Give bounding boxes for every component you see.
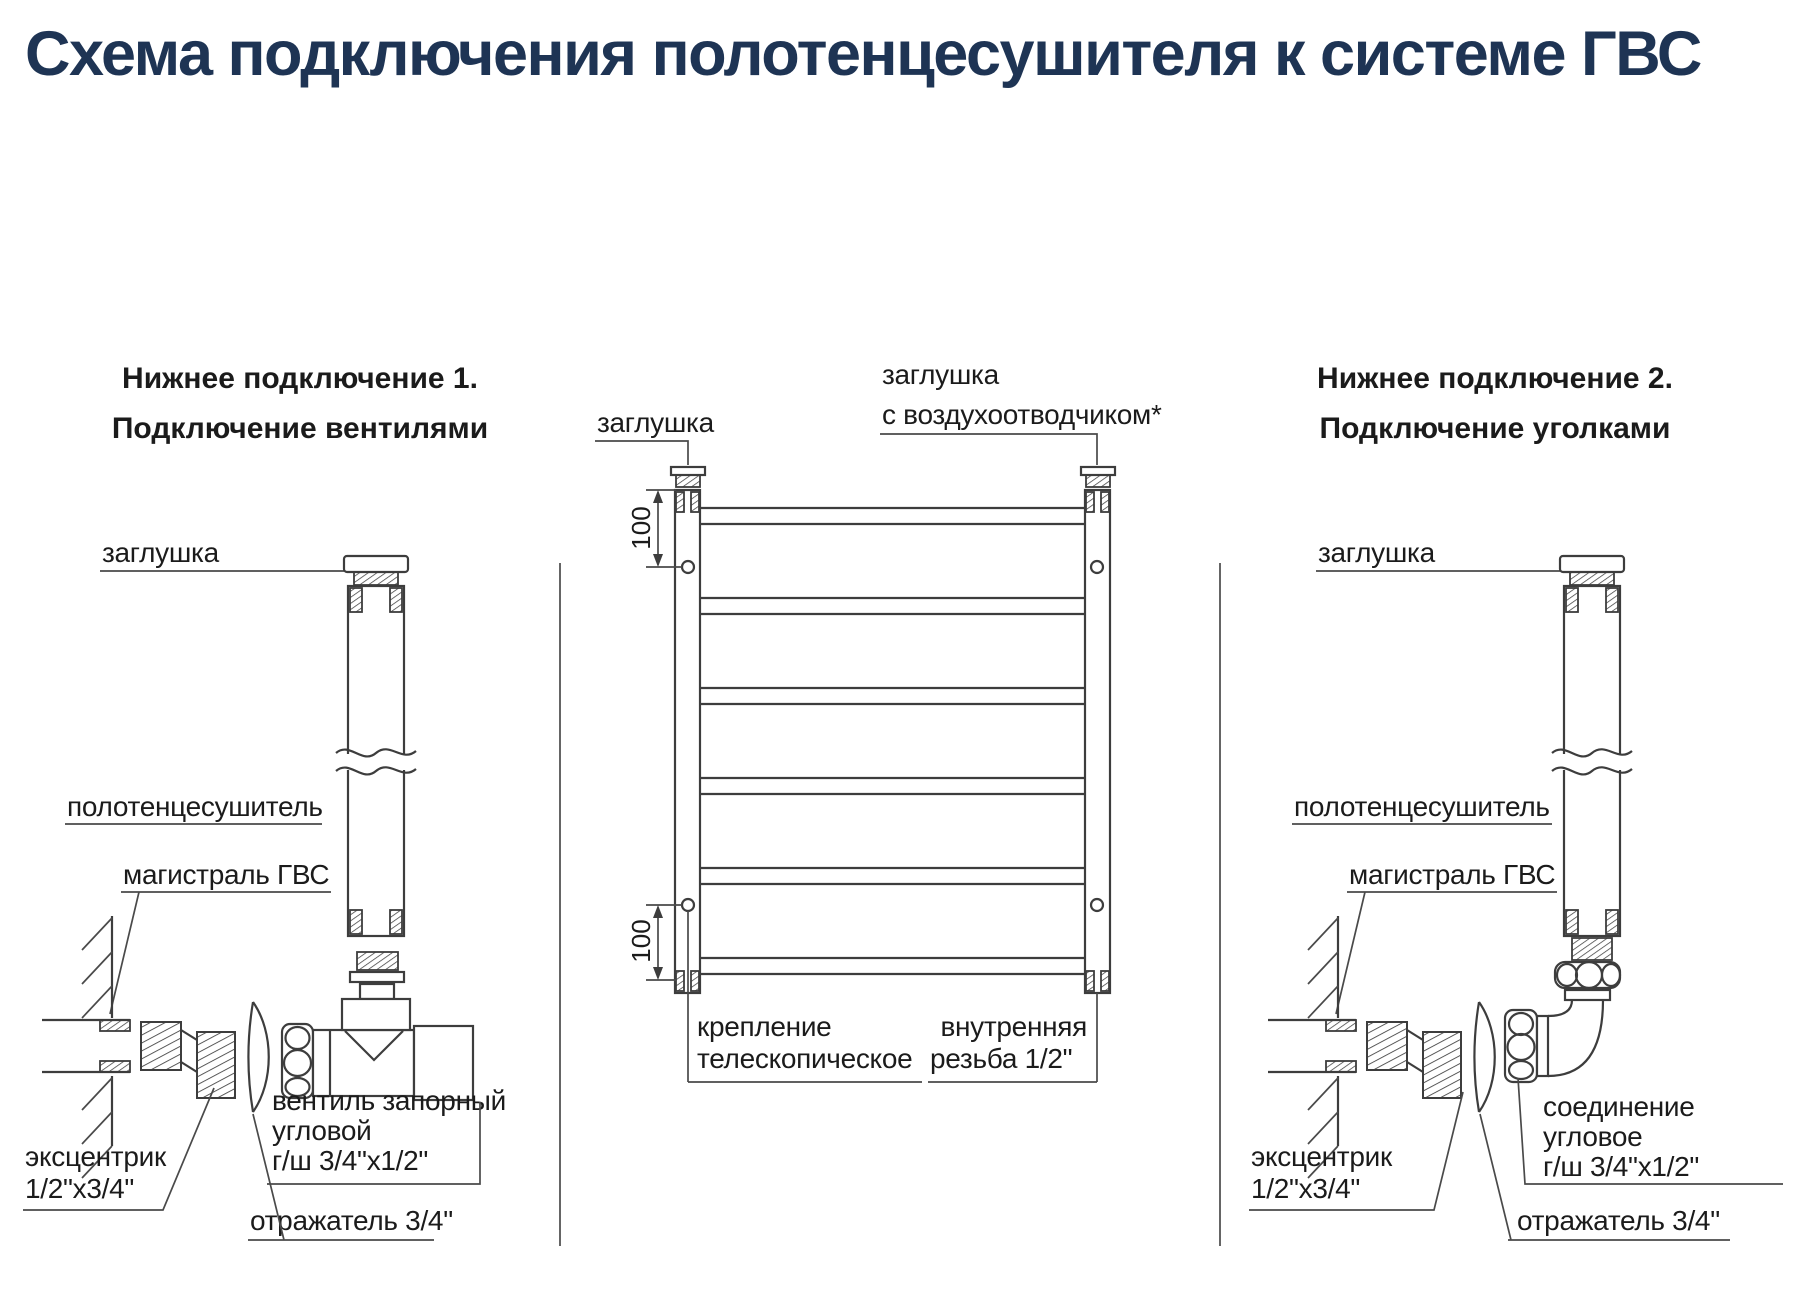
left-wall-hatching (82, 918, 112, 1178)
collector-threads (676, 492, 1109, 991)
middle-right-plug-cap (1081, 467, 1115, 475)
left-eccentric-body2 (197, 1032, 235, 1098)
right-eccentric-body2 (1423, 1032, 1461, 1098)
left-valve-neck (360, 984, 394, 999)
left-plug-cap (344, 556, 408, 572)
right-reflector-dome (1475, 1002, 1495, 1112)
page-title: Схема подключения полотенцесушителя к системе ГВС (25, 19, 1701, 89)
right-wall-pipe-thread-top (1326, 1020, 1356, 1031)
left-heading-line1: Нижнее подключение 1. (122, 362, 478, 395)
right-eccentric-label-line1: эксцентрик (1251, 1141, 1392, 1172)
left-valve-label-line3: г/ш 3/4"x1/2" (272, 1145, 429, 1176)
left-pipe-thread-tr (390, 588, 402, 612)
left-heading-line2: Подключение вентилями (111, 412, 489, 445)
left-eccentric-links (181, 1030, 197, 1072)
middle-left-plug-cap (671, 467, 705, 475)
left-towel-rail-label: полотенцесушитель (67, 791, 323, 822)
right-plug-thread (1570, 572, 1614, 585)
right-corner-label-line2: угловое (1543, 1121, 1643, 1152)
right-plug-label: заглушка (1318, 537, 1435, 568)
right-towel-rail-label: полотенцесушитель (1294, 791, 1550, 822)
right-plug-cap (1560, 556, 1624, 572)
right-pipe-thread-bl (1566, 910, 1578, 934)
left-pipe-thread-bl (350, 910, 362, 934)
right-pipe-break-mask (1560, 754, 1624, 770)
left-hws-leader (110, 892, 139, 1014)
right-pipe-thread-tl (1566, 588, 1578, 612)
right-corner-label-line1: соединение (1543, 1091, 1695, 1122)
right-eccentric-label-line2: 1/2"x3/4" (1251, 1173, 1361, 1204)
left-plug-thread (354, 572, 398, 585)
left-reflector-dome (249, 1002, 269, 1112)
left-eccentric-body1 (141, 1022, 181, 1070)
left-eccentric-label-line1: эксцентрик (25, 1141, 166, 1172)
right-wall-hatching (1308, 918, 1338, 1178)
right-heading-line1: Нижнее подключение 2. (1317, 362, 1673, 395)
right-reflector-label: отражатель 3/4" (1517, 1205, 1720, 1236)
right-eccentric-links (1407, 1030, 1423, 1072)
middle-airvent-label-line1: заглушка (882, 359, 999, 390)
middle-rungs (700, 508, 1085, 974)
left-plug-label: заглушка (102, 537, 219, 568)
right-wall-pipe-thread-bottom (1326, 1061, 1356, 1072)
dim-top-label: 100 (626, 506, 656, 550)
left-valve-label-line1: вентиль запорный (272, 1085, 506, 1116)
middle-plug-label: заглушка (597, 407, 714, 438)
middle-airvent-label-line2: с воздухоотводчиком* (882, 399, 1162, 430)
right-pipe-thread-br (1606, 910, 1618, 934)
middle-right-collector (1085, 490, 1110, 993)
right-corner-label-line3: г/ш 3/4"x1/2" (1543, 1151, 1700, 1182)
thread-label-line2: резьба 1/2" (930, 1043, 1073, 1074)
right-elbow-collar-side (1537, 1016, 1548, 1076)
middle-diagram (595, 359, 1162, 1082)
middle-plug-leader (595, 441, 688, 465)
left-pipe-break-mask (344, 754, 408, 770)
left-valve-bonnet (342, 999, 410, 1030)
left-valve-stub-thread (357, 952, 398, 970)
right-elbow-body (1548, 1000, 1603, 1076)
left-reflector-label: отражатель 3/4" (250, 1205, 453, 1236)
right-elbow-stub-thread (1572, 938, 1612, 960)
mount-label-line2: телескопическое (697, 1043, 913, 1074)
left-wall-pipe-thread-top (100, 1020, 130, 1031)
left-valve-label-line2: угловой (272, 1115, 372, 1146)
right-diagram (1249, 537, 1783, 1240)
middle-airvent-leader (880, 434, 1097, 465)
right-top-union-nut (1555, 962, 1620, 988)
left-valve-flange (350, 972, 404, 982)
middle-right-plug-thread (1086, 475, 1110, 487)
left-pipe-thread-br (390, 910, 402, 934)
left-wall-pipe-thread-bottom (100, 1061, 130, 1072)
dim-bottom-label: 100 (626, 919, 656, 963)
right-eccentric-body1 (1367, 1022, 1407, 1070)
left-diagram (23, 537, 506, 1240)
right-pipe-thread-tr (1606, 588, 1618, 612)
right-heading-line2: Подключение уголками (1319, 412, 1671, 445)
left-eccentric-label-line2: 1/2"x3/4" (25, 1173, 135, 1204)
thread-label-line1: внутренняя (940, 1011, 1087, 1042)
right-hws-main-label: магистраль ГВС (1349, 859, 1556, 890)
mount-label-line1: крепление (697, 1011, 832, 1042)
left-hws-main-label: магистраль ГВС (123, 859, 330, 890)
left-pipe-thread-tl (350, 588, 362, 612)
right-hws-leader (1336, 892, 1365, 1014)
right-elbow-collar-top (1565, 990, 1610, 1000)
middle-left-plug-thread (676, 475, 700, 487)
